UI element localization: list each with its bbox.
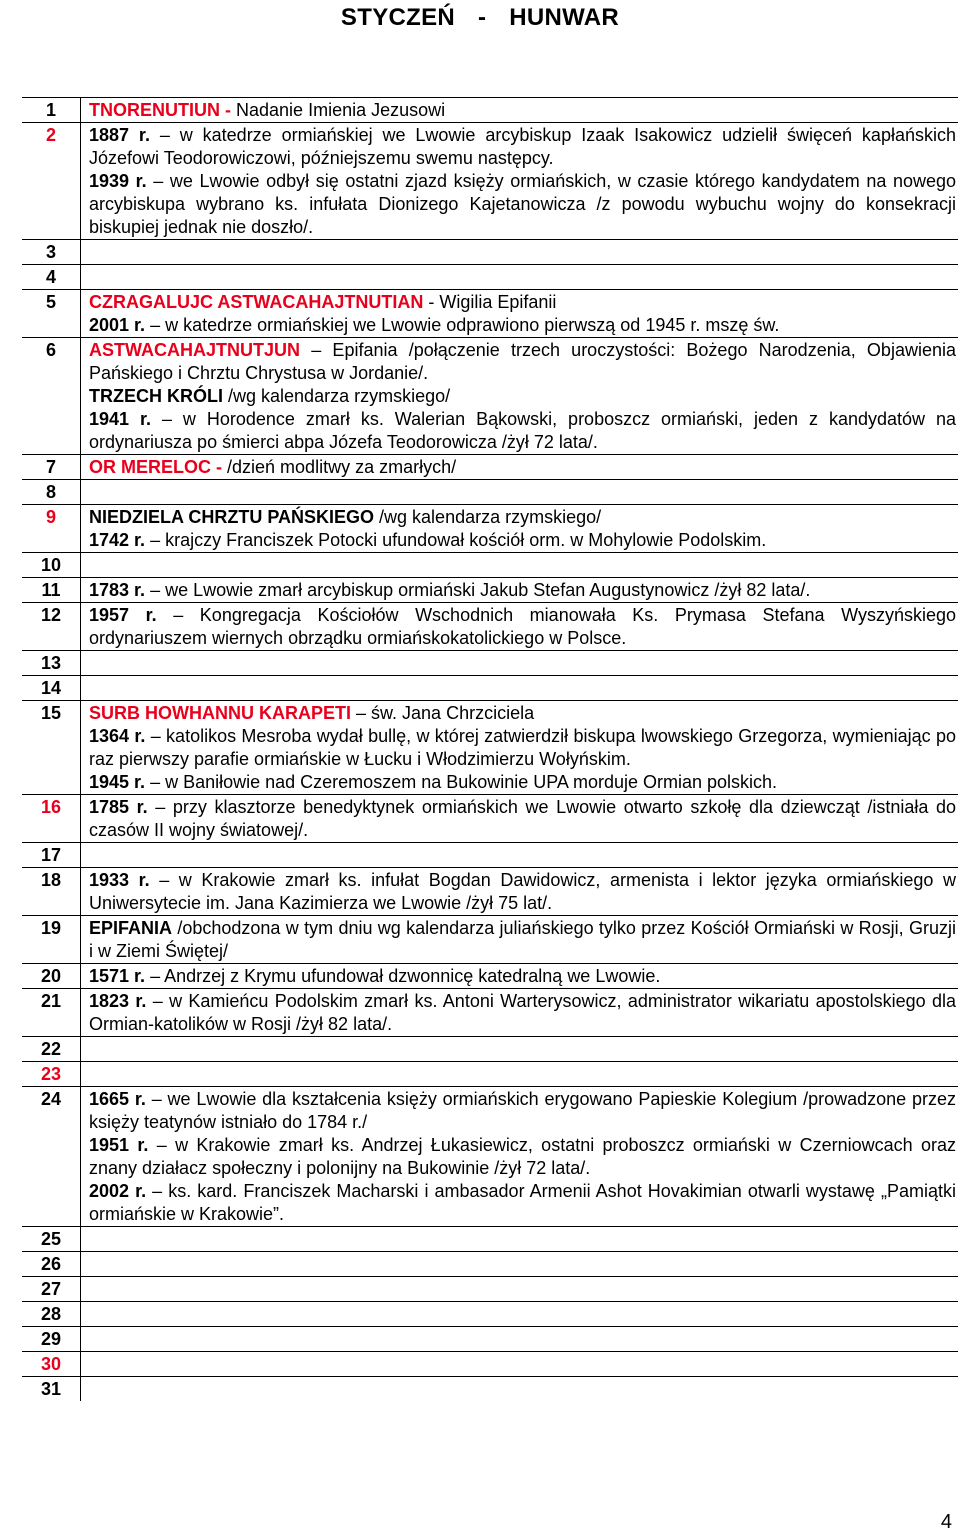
table-row [22, 98, 958, 123]
day-number: 27 [22, 1277, 81, 1302]
table-row [22, 916, 958, 964]
day-entry [81, 290, 959, 338]
table-row [22, 1252, 958, 1277]
day-number: 11 [22, 578, 81, 603]
table-row [22, 843, 958, 868]
table-row [22, 1227, 958, 1252]
day-number: 12 [22, 603, 81, 651]
day-number: 5 [22, 290, 81, 338]
event-text: – we Lwowie dla kształcenia księży ormiańskich erygowano Papieskie Kolegium /prowadzone przez księży teatynów istniało do 1784 r./ [89, 1089, 956, 1132]
event-year: 2001 r. [89, 315, 146, 335]
event-year: 1939 r. [89, 171, 147, 191]
day-number: 15 [22, 701, 81, 795]
event-year: 2002 r. [89, 1181, 147, 1201]
feast-description: – Epifania /połączenie trzech uroczystości: Bożego Narodzenia, Objawienia Pańskiego i Chrztu Chrystusa w Jordanie/. [89, 340, 956, 383]
event-text: – Kongregacja Kościołów Wschodnich mianowała Ks. Prymasa Stefana Wyszyńskiego ordynariuszem wiernych obrządku ormiańskokatolickiego w Polsce. [89, 605, 956, 648]
day-entry [81, 964, 959, 989]
calendar-table [22, 97, 958, 1401]
day-number: 22 [22, 1037, 81, 1062]
day-entry [81, 701, 959, 795]
table-row [22, 455, 958, 480]
day-number: 20 [22, 964, 81, 989]
event-text: – we Lwowie zmarł arcybiskup ormiański Jakub Stefan Augustynowicz /żył 82 lata/. [150, 580, 811, 600]
event-text: – w katedrze ormiańskiej we Lwowie odprawiono pierwszą od 1945 r. mszę św. [150, 315, 780, 335]
feast-description: - Wigilia Epifanii [428, 292, 557, 312]
day-number: 4 [22, 265, 81, 290]
event-year: 1742 r. [89, 530, 146, 550]
day-number: 8 [22, 480, 81, 505]
day-entry [81, 868, 959, 916]
table-row [22, 868, 958, 916]
event-text: – w Krakowie zmarł ks. infułat Bogdan Dawidowicz, armenista i lektor języka ormiańskiego w Uniwersytecie im. Jana Kazimierza we Lwowie /żył 75 lat/. [89, 870, 956, 913]
feast-name: NIEDZIELA CHRZTU PAŃSKIEGO [89, 507, 375, 527]
feast-name: SURB HOWHANNU KARAPETI [89, 703, 351, 723]
event-text: – w Kamieńcu Podolskim zmarł ks. Antoni Warterysowicz, administrator wikariatu apostolskiego dla Ormian-katolików w Rosji /żył 82 lata/. [89, 991, 956, 1034]
event-year: 1785 r. [89, 797, 148, 817]
event-year: 1364 r. [89, 726, 146, 746]
day-number: 31 [22, 1377, 81, 1402]
event-year: 1571 r. [89, 966, 146, 986]
feast-name: OR MERELOC - [89, 457, 222, 477]
table-row [22, 701, 958, 795]
table-row [22, 1377, 958, 1402]
table-row [22, 338, 958, 455]
feast-name: ASTWACAHAJTNUTJUN [89, 340, 300, 360]
event-year: 1933 r. [89, 870, 150, 890]
day-number: 18 [22, 868, 81, 916]
day-number: 14 [22, 676, 81, 701]
table-row [22, 1087, 958, 1227]
table-row [22, 1327, 958, 1352]
event-year: 1887 r. [89, 125, 150, 145]
event-text: – ks. kard. Franciszek Macharski i ambasador Armenii Ashot Hovakimian otwarli wystawę „Pamiątki ormiańskie w Krakowie”. [89, 1181, 956, 1224]
event-year: 1951 r. [89, 1135, 149, 1155]
table-row [22, 1352, 958, 1377]
day-number: 21 [22, 989, 81, 1037]
table-row [22, 578, 958, 603]
table-row [22, 265, 958, 290]
event-year: 1941 r. [89, 409, 152, 429]
event-text: – w katedrze ormiańskiej we Lwowie arcybiskup Izaak Isakowicz udzielił święceń kapłańskich Józefowi Teodorowiczowi, późniejszemu swemu następcy. [89, 125, 956, 168]
table-row [22, 795, 958, 843]
day-entry [81, 795, 959, 843]
day-number: 3 [22, 240, 81, 265]
day-entry [81, 338, 959, 455]
page-number: 4 [940, 1511, 952, 1533]
feast-description: /wg kalendarza rzymskiego/ [228, 386, 451, 406]
event-text: – katolikos Mesroba wydał bullę, w której zatwierdził biskupa lwowskiego Grzegorza, wymieniając po raz pierwszy parafie ormiańskie w Łucku i Włodzimierzu Wołyńskim. [89, 726, 956, 769]
day-entry [81, 98, 959, 123]
feast-description: – św. Jana Chrzciciela [356, 703, 535, 723]
day-entry [81, 455, 959, 480]
day-number: 24 [22, 1087, 81, 1227]
feast-name: CZRAGALUJC ASTWACAHAJTNUTIAN [89, 292, 424, 312]
event-text: – Andrzej z Krymu ufundował dzwonnicę katedralną we Lwowie. [150, 966, 661, 986]
title-separator: - [478, 4, 487, 31]
feast-description: /wg kalendarza rzymskiego/ [379, 507, 602, 527]
feast-description: /dzień modlitwy za zmarłych/ [227, 457, 457, 477]
day-number: 1 [22, 98, 81, 123]
table-row [22, 651, 958, 676]
day-number: 16 [22, 795, 81, 843]
day-entry [81, 123, 959, 240]
table-row [22, 1037, 958, 1062]
table-row [22, 964, 958, 989]
table-row [22, 123, 958, 240]
feast-name: EPIFANIA [89, 918, 173, 938]
event-text: – w Baniłowie nad Czeremoszem na Bukowinie UPA morduje Ormian polskich. [150, 772, 778, 792]
table-row [22, 553, 958, 578]
table-row [22, 1277, 958, 1302]
day-number: 19 [22, 916, 81, 964]
event-year: 1665 r. [89, 1089, 146, 1109]
day-number: 28 [22, 1302, 81, 1327]
day-entry [81, 916, 959, 964]
feast-description: /obchodzona w tym dniu wg kalendarza juliańskiego tylko przez Kościół Ormiański w Rosji, Gruzji i w Ziemi Świętej/ [89, 918, 956, 961]
event-text: – przy klasztorze benedyktynek ormiańskich we Lwowie otwarto szkołę dla dziewcząt /istniała do czasów II wojny światowej/. [89, 797, 956, 840]
event-text: – w Krakowie zmarł ks. Andrzej Łukasiewicz, ostatni proboszcz ormiański w Czerniowcach oraz znany działacz społeczny i polonijny na Bukowinie /żył 72 lata/. [89, 1135, 956, 1178]
day-number: 26 [22, 1252, 81, 1277]
table-row [22, 505, 958, 553]
day-number: 10 [22, 553, 81, 578]
table-row [22, 1062, 958, 1087]
day-entry [81, 603, 959, 651]
day-number: 25 [22, 1227, 81, 1252]
day-number: 23 [22, 1062, 81, 1087]
event-text: – krajczy Franciszek Potocki ufundował kościół orm. w Mohylowie Podolskim. [150, 530, 767, 550]
title-month-armenian: HUNWAR [509, 4, 620, 31]
day-number: 29 [22, 1327, 81, 1352]
day-number: 17 [22, 843, 81, 868]
day-number: 30 [22, 1352, 81, 1377]
title-month-polish: STYCZEŃ [340, 4, 456, 31]
table-row [22, 240, 958, 265]
day-number: 13 [22, 651, 81, 676]
day-number: 7 [22, 455, 81, 480]
event-text: – we Lwowie odbył się ostatni zjazd księży ormiańskich, w czasie którego kandydatem na nowego arcybiskupa wybrano ks. infułata Dionizego Kajetanowicza /z powodu wybuchu wojny do konsekracji biskupiej jednak nie doszło/. [89, 171, 956, 237]
table-row [22, 1302, 958, 1327]
day-entry [81, 989, 959, 1037]
day-number: 2 [22, 123, 81, 240]
day-entry [81, 1087, 959, 1227]
event-text: – w Horodence zmarł ks. Walerian Bąkowski, proboszcz ormiański, jeden z kandydatów na ordynariusza po śmierci abpa Józefa Teodorowicza /żył 72 lata/. [89, 409, 956, 452]
event-year: 1823 r. [89, 991, 147, 1011]
table-row [22, 480, 958, 505]
day-number: 9 [22, 505, 81, 553]
event-year: 1957 r. [89, 605, 157, 625]
table-row [22, 290, 958, 338]
event-year: 1783 r. [89, 580, 146, 600]
feast-name-secondary: TRZECH KRÓLI [89, 386, 223, 406]
feast-description: Nadanie Imienia Jezusowi [236, 100, 446, 120]
table-row [22, 676, 958, 701]
table-row [22, 603, 958, 651]
page-title [0, 4, 960, 32]
feast-name: TNORENUTIUN - [89, 100, 231, 120]
day-number: 6 [22, 338, 81, 455]
event-year: 1945 r. [89, 772, 146, 792]
day-entry [81, 578, 959, 603]
table-row [22, 989, 958, 1037]
day-entry [81, 505, 959, 553]
